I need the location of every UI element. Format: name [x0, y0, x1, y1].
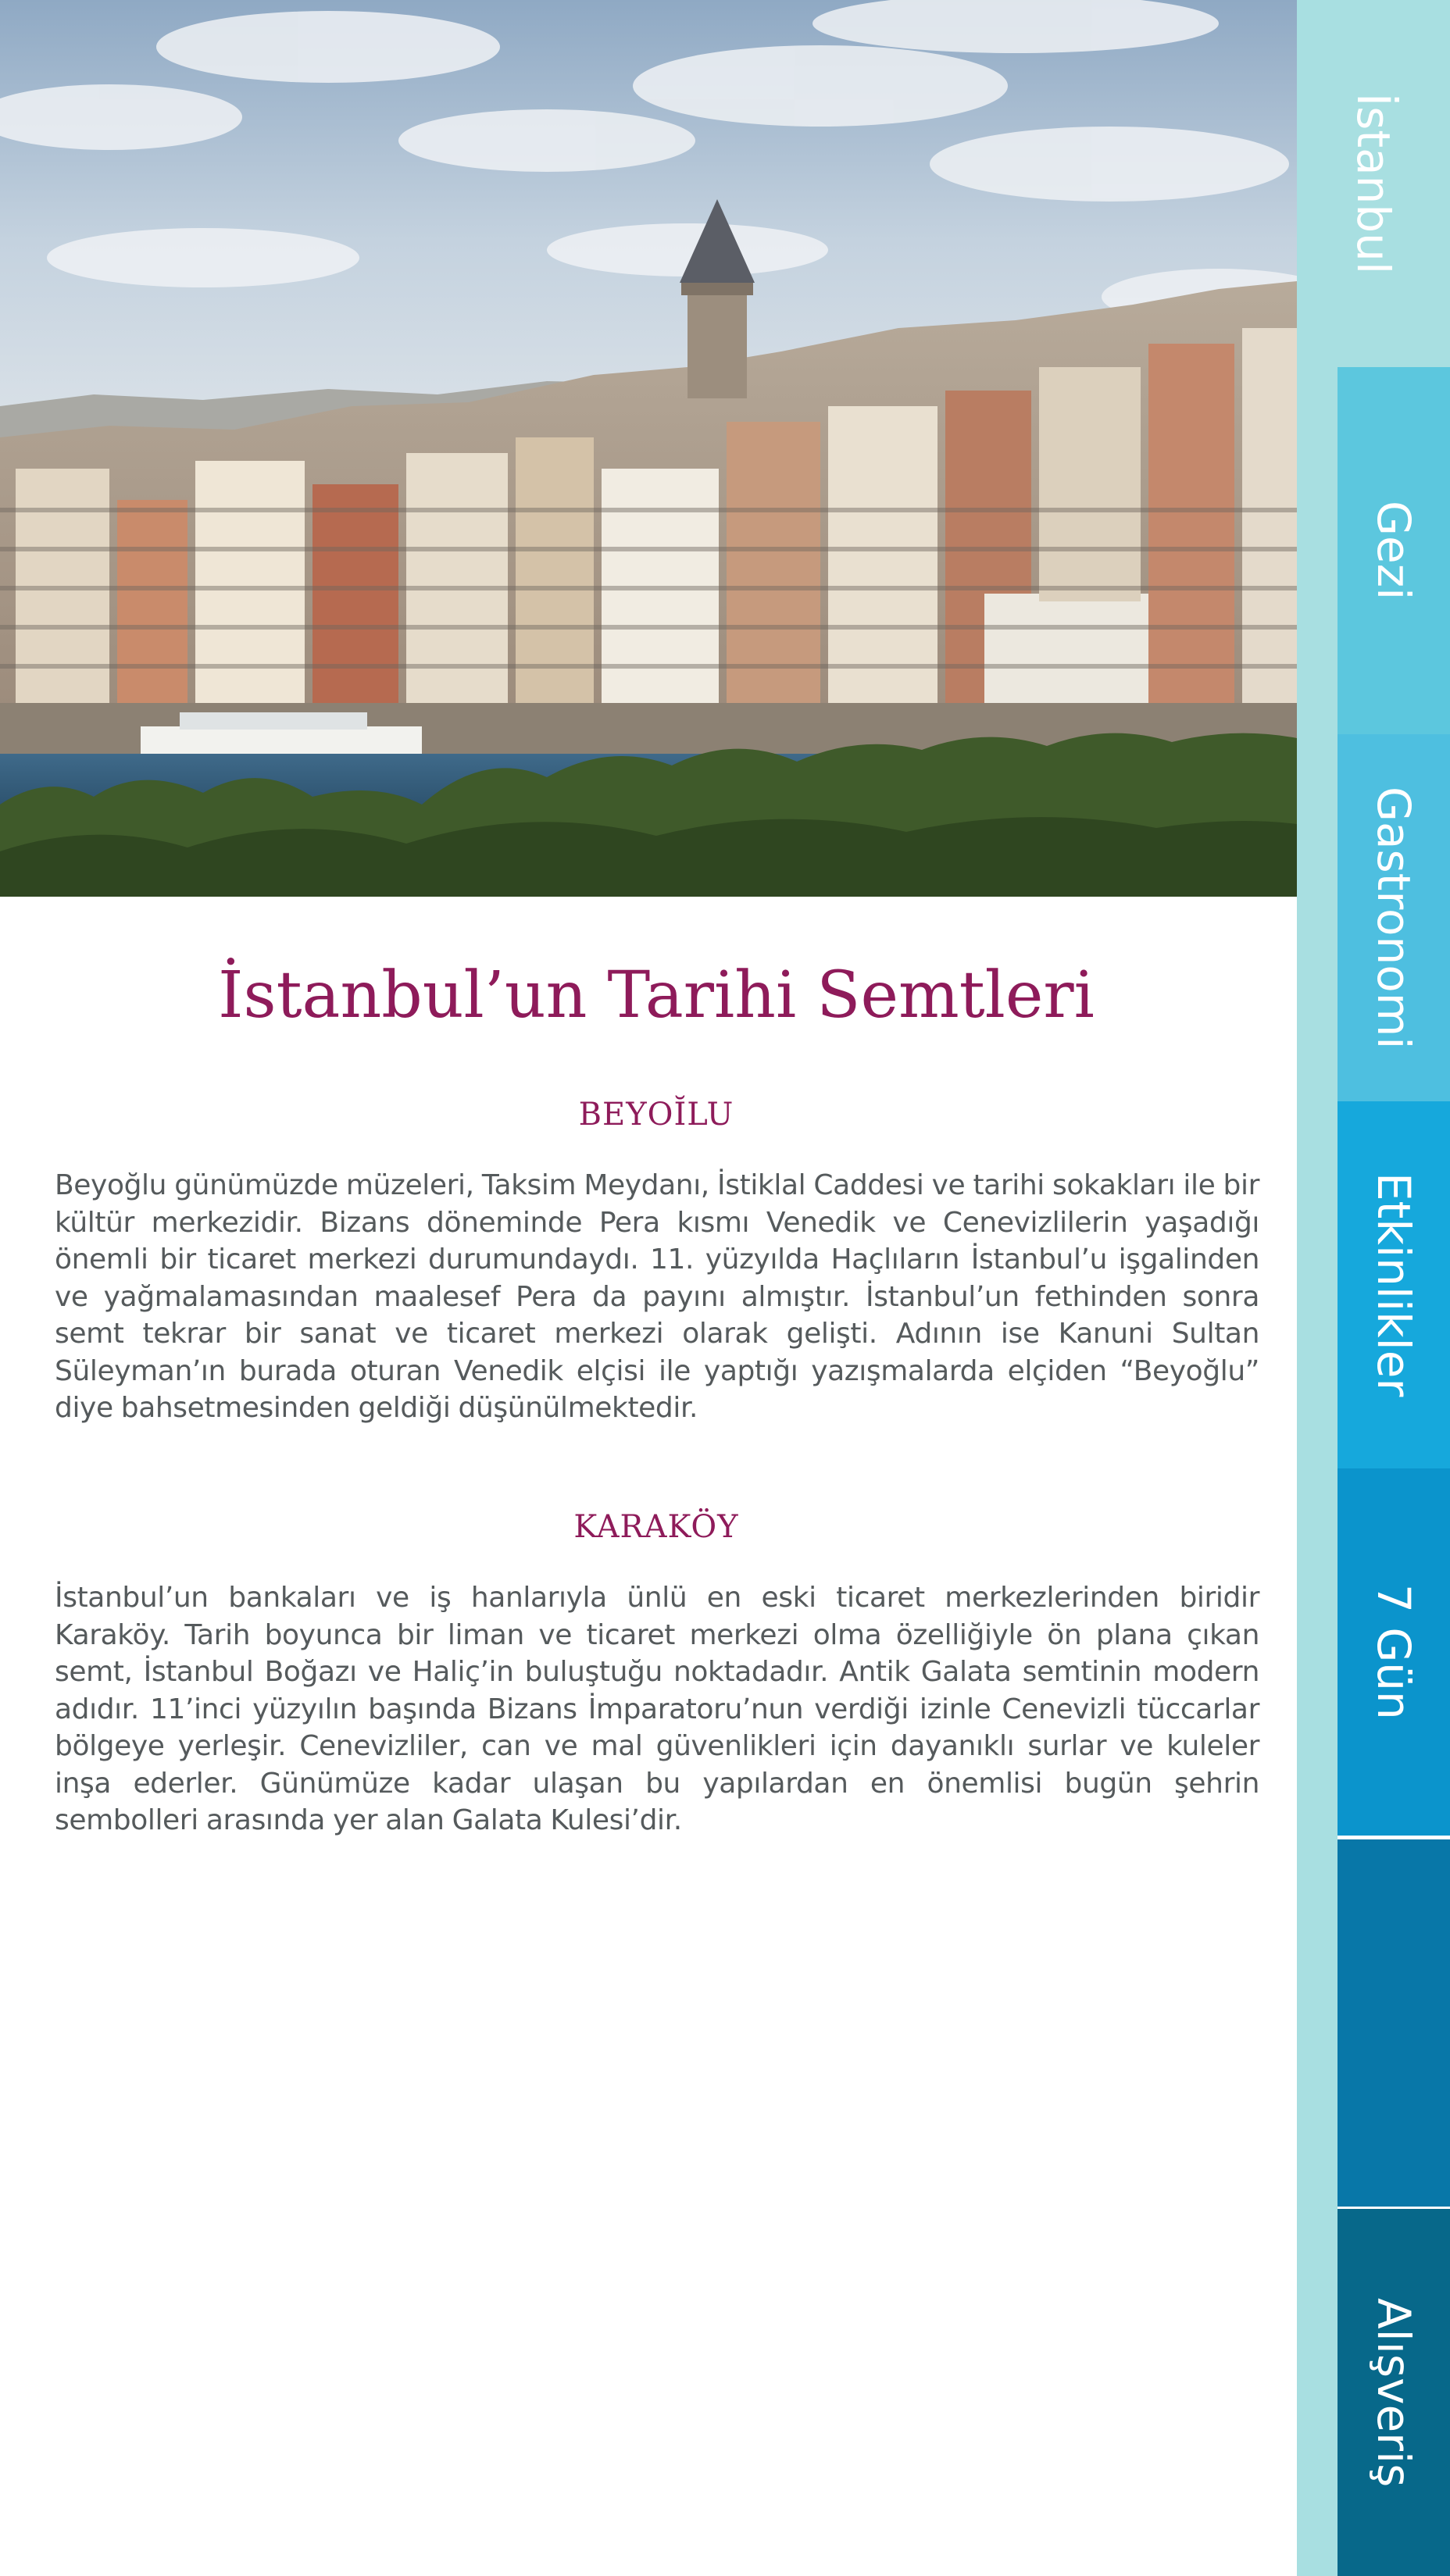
- tab-gastronomi[interactable]: [1338, 734, 1450, 1101]
- tab-label: 7 Gün: [1367, 1584, 1420, 1720]
- page-title: İstanbul’un Tarihi Semtleri: [218, 958, 1095, 1033]
- tab-7-gun[interactable]: [1338, 1468, 1450, 1836]
- tab-label: Alışveriş: [1367, 2297, 1420, 2488]
- tab-label: Gezi: [1367, 501, 1420, 601]
- tab-gezi[interactable]: [1338, 367, 1450, 734]
- section-body-karakoy: İstanbul’un bankaları ve iş hanlarıyla ünlü en eski ticaret merkezlerinden biridir Karaköy. Tarih boyunca bir liman ve ticaret merkezi olma özelliğiyle ön plana çıkan semt, İstanbul Boğazı ve Haliç’in buluştuğu noktadadır. Antik Galata semtinin modern adıdır. 11’inci yüzyılın başında Bizans İmparatoru’nun verdiği izinle Cenevizli tüccarlar bölgeye yerleşir. Cenevizliler, can ve mal güvenlikleri için dayanıklı surlar ve kuleler inşa ederler. Günümüze kadar ulaşan bu yapılardan en önemlisi bugün şehrin sembolleri arasında yer alan Galata Kulesi’dir.: [55, 1582, 1259, 1836]
- section-heading-beyoglu: BEYOĬLU: [578, 1097, 734, 1133]
- tab-etkinlikler[interactable]: [1338, 1101, 1450, 1468]
- tab-label: Gastronomi: [1367, 786, 1420, 1050]
- section-body-beyoglu: Beyoğlu günümüzde müzeleri, Taksim Meydanı, İstiklal Caddesi ve tarihi sokakları ile bir kültür merkezidir. Bizans döneminde Pera kısmı Venedik ve Cenevizlilerin yaşadığı önemli bir ticaret merkezi durumundaydı. 11. yüzyılda Haçlıların İstanbul’u işgalinden ve yağmalamasından maalesef Pera da payını almıştır. İstanbul’un fethinden sonra semt tekrar bir sanat ve ticaret merkezi olarak gelişti. Adının ise Kanuni Sultan Süleyman’ın burada oturan Venedik elçisi ile yaptığı yazışmalarda elçiden “Beyoğlu” diye bahsetmesinden geldiği düşünülmektedir.: [55, 1169, 1259, 1424]
- tab-label: Etkinlikler: [1367, 1172, 1420, 1397]
- hero-image: [0, 0, 1297, 897]
- section-heading-karakoy: KARAKÖY: [573, 1509, 739, 1545]
- nav-strip: [1297, 0, 1338, 2576]
- galata-skyline-photo: [0, 0, 1297, 897]
- tab-blank[interactable]: [1338, 1839, 1450, 2207]
- tab-istanbul[interactable]: [1297, 0, 1450, 367]
- tab-label: İstanbul: [1347, 92, 1400, 275]
- tab-alisveris[interactable]: [1338, 2209, 1450, 2576]
- category-tab-nav: [1297, 0, 1450, 2576]
